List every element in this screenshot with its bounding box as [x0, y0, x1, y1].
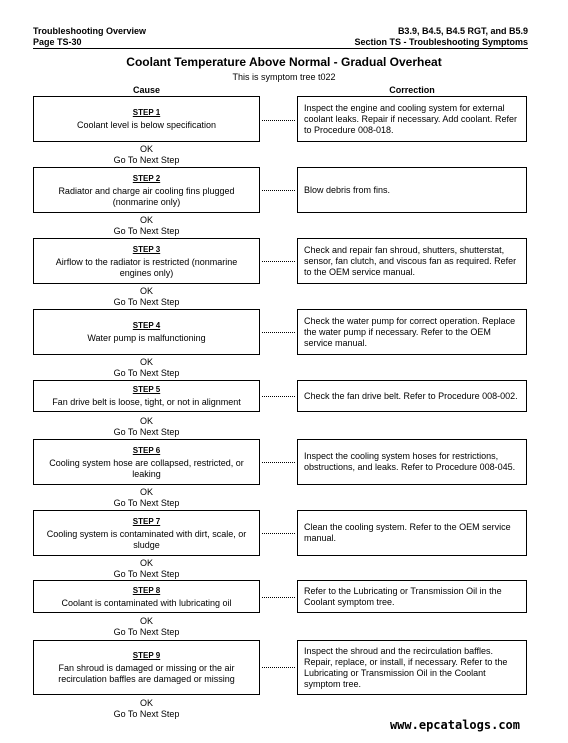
step-7-label: STEP 7	[132, 516, 161, 526]
step-6-correction: Inspect the cooling system hoses for restrictions, obstructions, and leaks. Refer to Procedure 008-045.	[304, 451, 516, 472]
step-1-correction-box	[297, 96, 527, 142]
step-3-ok: OK	[139, 286, 153, 296]
step-6-label: STEP 6	[132, 445, 161, 455]
step-4-cause-box	[33, 309, 260, 355]
step-1-connector	[262, 120, 295, 121]
step-3-cause-box	[33, 238, 260, 284]
step-4-next: Go To Next Step	[113, 368, 180, 378]
step-5-label: STEP 5	[132, 385, 161, 394]
page-subtitle: This is symptom tree t022	[232, 72, 336, 82]
header-divider	[33, 48, 528, 49]
step-6-next: Go To Next Step	[113, 498, 180, 508]
step-9-next: Go To Next Step	[113, 709, 180, 719]
step-9-ok: OK	[139, 698, 153, 708]
step-9-label: STEP 9	[132, 651, 161, 660]
step-2-label: STEP 2	[132, 173, 161, 183]
step-6-cause-box	[33, 439, 260, 485]
page-header-left	[33, 26, 146, 48]
step-8-correction-box	[297, 580, 527, 613]
step-4-ok: OK	[139, 357, 153, 367]
step-5-cause-box	[33, 380, 260, 412]
step-7-cause-box	[33, 510, 260, 556]
page-header-right	[354, 26, 528, 48]
step-9-cause: Fan shroud is damaged or missing or the air recirculation baffles are damaged or missing	[58, 663, 235, 684]
step-7-correction-box	[297, 510, 527, 556]
step-4-correction-box	[297, 309, 527, 355]
step-4-cause: Water pump is malfunctioning	[87, 333, 206, 343]
step-3-correction: Check and repair fan shroud, shutters, shutterstat, sensor, fan clutch, and viscous fan as required. Refer to the OEM service manual.	[304, 244, 517, 277]
step-2-connector	[262, 190, 295, 191]
step-2-correction: Blow debris from fins.	[304, 184, 391, 195]
step-7-next: Go To Next Step	[113, 569, 180, 579]
step-4-correction: Check the water pump for correct operation. Replace the water pump if necessary. Refer to the OEM service manual.	[304, 315, 516, 348]
step-6-ok: OK	[139, 487, 153, 497]
step-3-correction-box	[297, 238, 527, 284]
step-7-connector	[262, 533, 295, 534]
step-8-label: STEP 8	[132, 585, 161, 595]
step-1-next: Go To Next Step	[113, 155, 180, 165]
step-5-correction-box	[297, 380, 527, 412]
step-7-ok: OK	[139, 558, 153, 568]
step-3-label: STEP 3	[132, 244, 161, 254]
step-8-connector	[262, 597, 295, 598]
step-5-ok: OK	[139, 416, 153, 426]
step-9-connector	[262, 667, 295, 668]
step-6-connector	[262, 462, 295, 463]
footer-website-watermark: www.epcatalogs.com	[389, 718, 520, 732]
step-8-cause: Coolant is contaminated with lubricating oil	[61, 597, 232, 608]
header-models: B3.9, B4.5, B4.5 RGT, and B5.9	[397, 26, 528, 36]
step-7-cause: Cooling system is contaminated with dirt, scale, or sludge	[46, 528, 247, 550]
step-8-ok: OK	[139, 616, 153, 626]
step-5-correction: Check the fan drive belt. Refer to Procedure 008-002.	[304, 390, 518, 401]
step-8-cause-box	[33, 580, 260, 613]
step-3-cause: Airflow to the radiator is restricted (nonmarine engines only)	[55, 256, 238, 278]
step-3-next: Go To Next Step	[113, 297, 180, 307]
header-page-number: Page TS-30	[33, 37, 82, 47]
step-7-correction: Clean the cooling system. Refer to the OEM service manual.	[304, 522, 511, 543]
step-5-connector	[262, 396, 295, 397]
step-6-correction-box	[297, 439, 527, 485]
step-3-connector	[262, 261, 295, 262]
step-9-correction-box	[297, 640, 527, 695]
step-9-correction: Inspect the shroud and the recirculation baffles. Repair, replace, or install, if necessary. Refer to the Lubricating or Transmission Oil in the Coolant symptom tree.	[304, 645, 508, 689]
page-title: Coolant Temperature Above Normal - Gradual Overheat	[126, 55, 442, 69]
header-section-name: Section TS - Troubleshooting Symptoms	[354, 37, 528, 47]
header-section-title: Troubleshooting Overview	[33, 26, 147, 36]
step-2-cause-box	[33, 167, 260, 213]
step-4-label: STEP 4	[132, 321, 161, 330]
step-2-cause: Radiator and charge air cooling fins plugged (nonmarine only)	[58, 185, 235, 207]
step-5-cause: Fan drive belt is loose, tight, or not in alignment	[52, 397, 241, 407]
step-8-correction: Refer to the Lubricating or Transmission Oil in the Coolant symptom tree.	[304, 585, 502, 607]
step-2-ok: OK	[139, 215, 153, 225]
step-4-connector	[262, 332, 295, 333]
step-1-cause-box	[33, 96, 260, 142]
step-8-next: Go To Next Step	[113, 627, 180, 637]
step-2-correction-box	[297, 167, 527, 213]
step-1-cause: Coolant level is below specification	[76, 120, 217, 130]
step-5-next: Go To Next Step	[113, 427, 180, 437]
step-9-cause-box	[33, 640, 260, 695]
step-1-ok: OK	[139, 144, 153, 154]
step-1-label: STEP 1	[132, 108, 161, 117]
correction-column-header: Correction	[389, 85, 435, 95]
step-6-cause: Cooling system hose are collapsed, restricted, or leaking	[49, 457, 244, 479]
step-1-correction: Inspect the engine and cooling system for external coolant leaks. Repair if necessary. Add coolant. Refer to Procedure 008-018.	[304, 102, 517, 135]
step-2-next: Go To Next Step	[113, 226, 180, 236]
cause-column-header: Cause	[132, 85, 160, 95]
